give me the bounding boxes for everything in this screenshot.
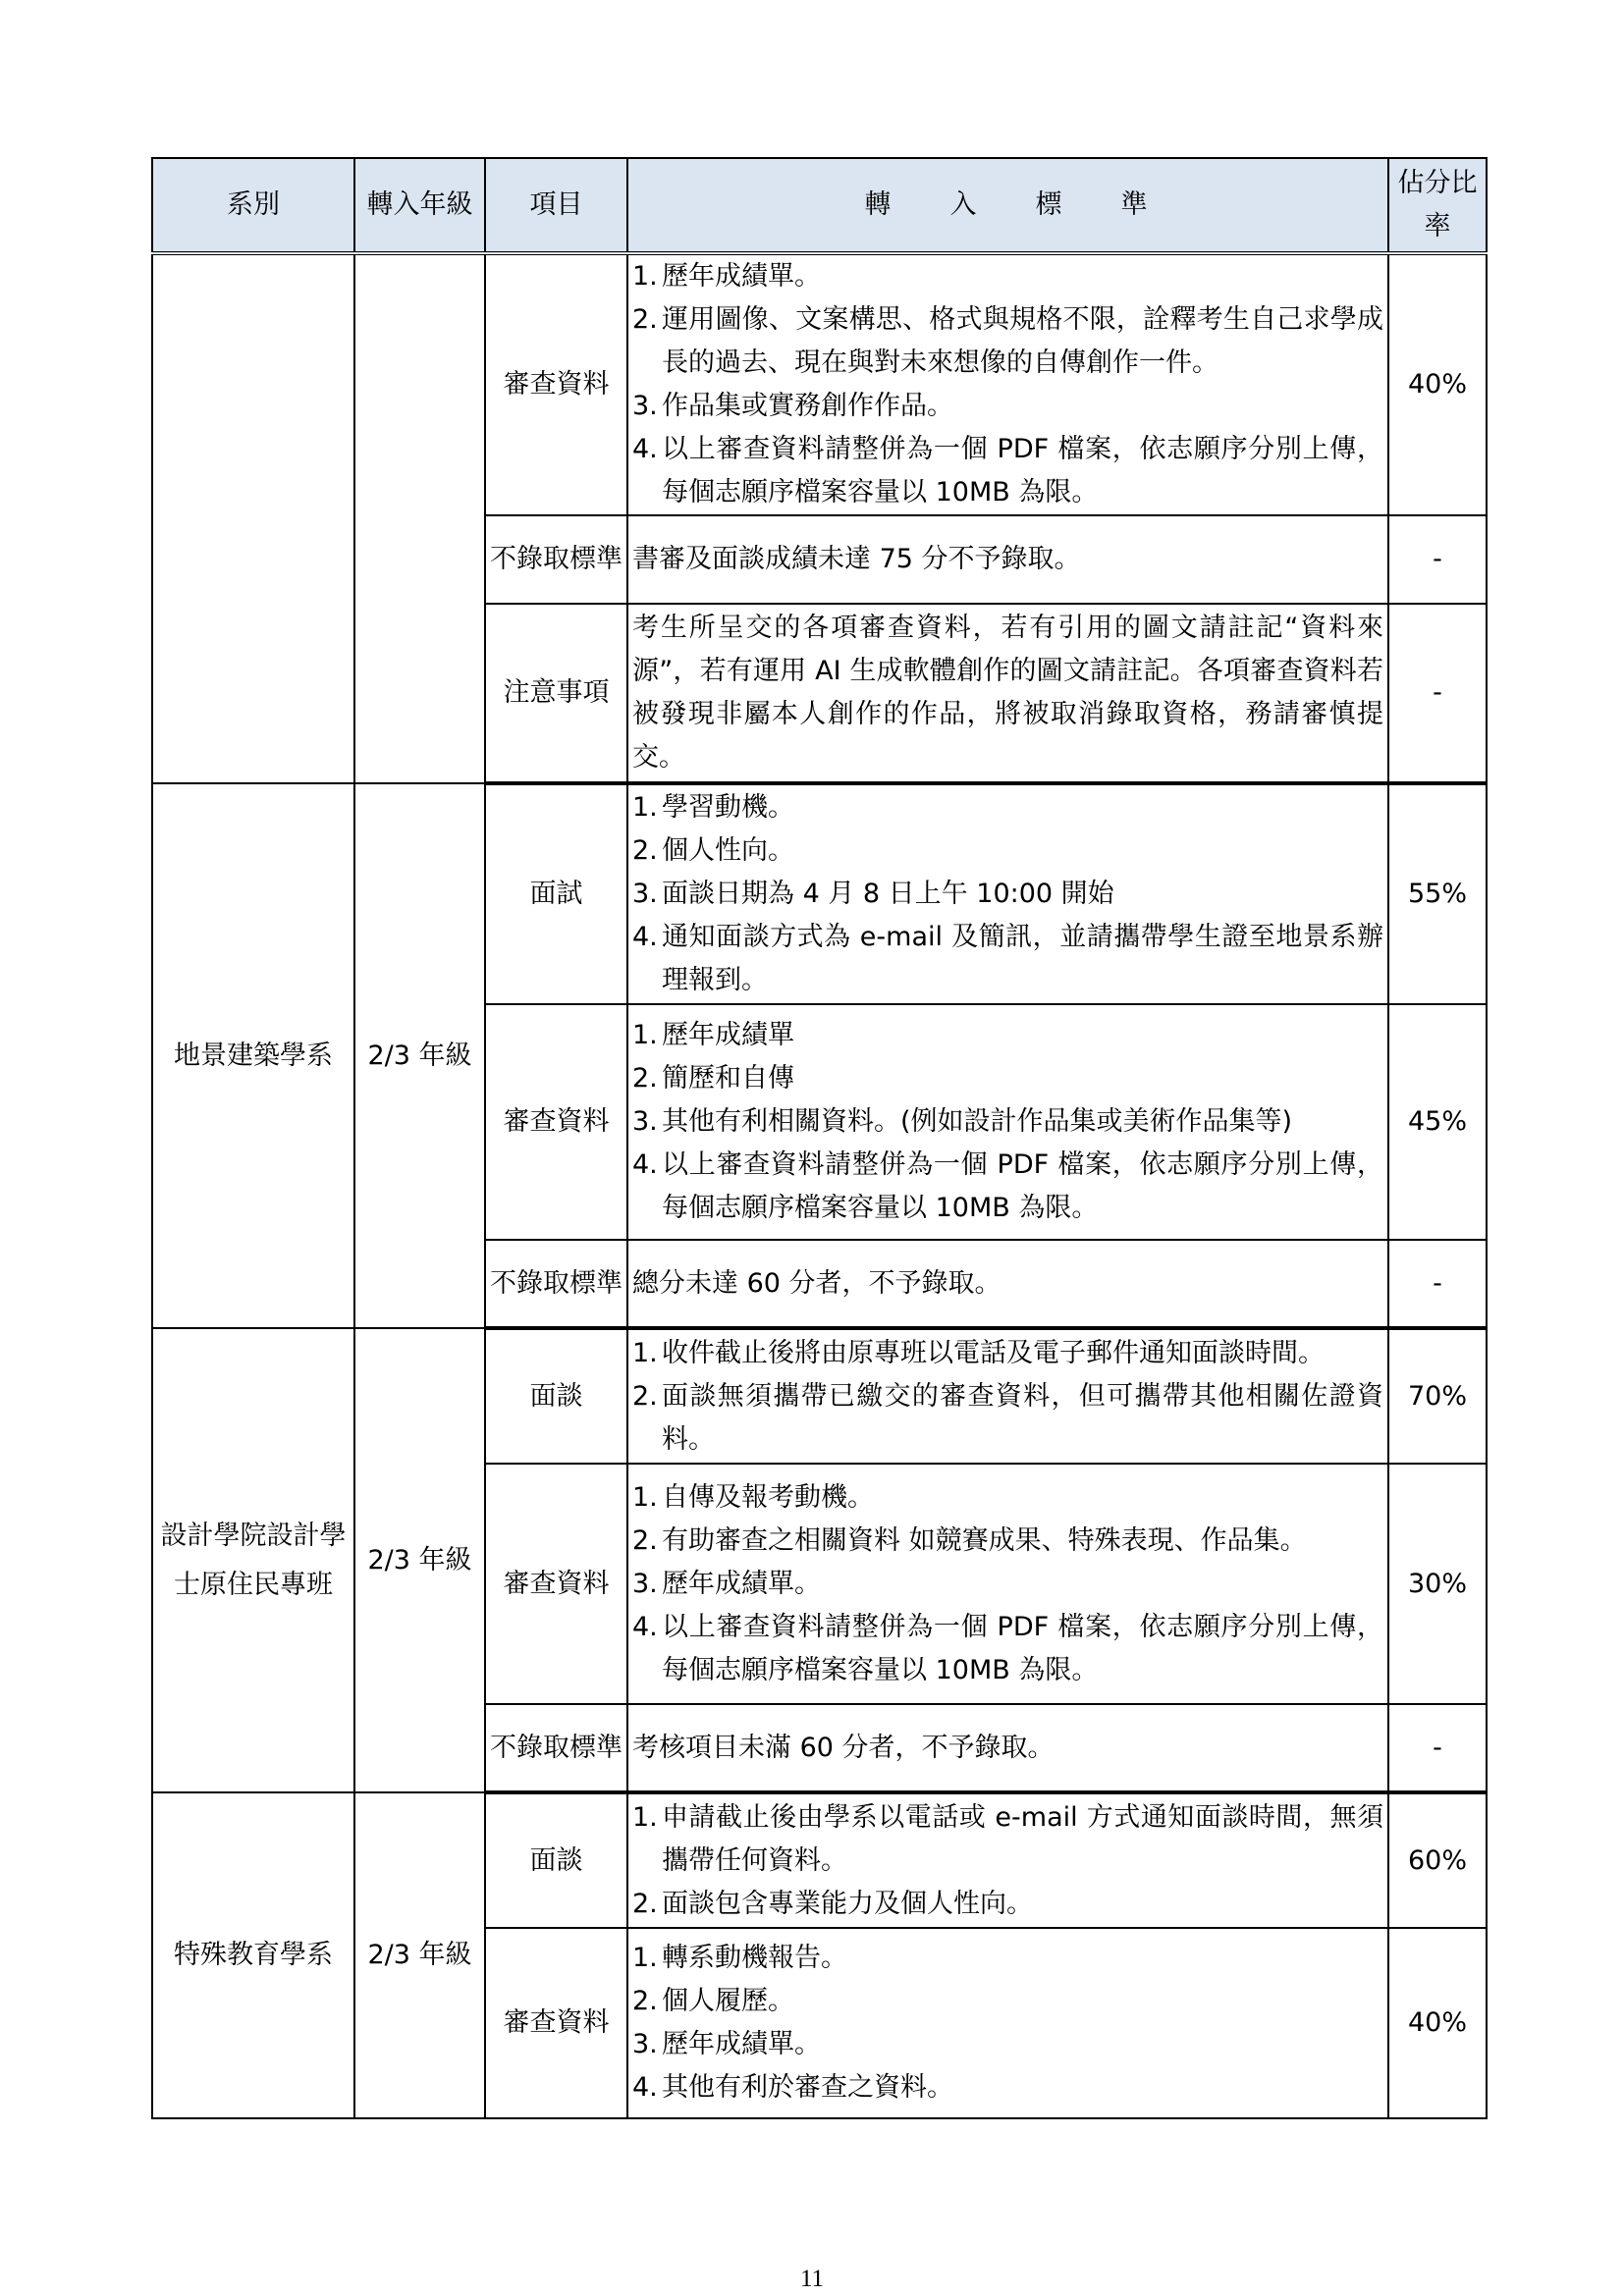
- ratio-cell: 70%: [1388, 1328, 1487, 1464]
- grade-cell-empty: [354, 253, 485, 783]
- table-row: [152, 1328, 1487, 1464]
- list-item: 1. 轉系動機報告。: [632, 1943, 847, 1973]
- item-cell: 面談: [485, 1328, 627, 1464]
- ratio-cell: 40%: [1388, 1928, 1487, 2118]
- item-cell: 不錄取標準: [485, 1704, 627, 1792]
- item-cell: 面試: [485, 783, 627, 1004]
- item-cell: 面談: [485, 1792, 627, 1928]
- list-item: 4. 以上審查資料請整併為一個 PDF 檔案，依志願序分別上傳，每個志願序檔案容量以 10MB 為限。: [632, 1149, 1383, 1223]
- list-item: 2. 簡歷和自傳: [632, 1063, 794, 1094]
- list-item: 4. 通知面談方式為 e-mail 及簡訊，並請攜帶學生證至地景系辦理報到。: [632, 922, 1383, 995]
- ratio-cell: 45%: [1388, 1004, 1487, 1240]
- standard-cell: 考生所呈交的各項審查資料，若有引用的圖文請註記“資料來源”，若有運用 AI 生成軟體創作的圖文請註記。各項審查資料若被發現非屬本人創作的作品，將被取消錄取資格，務請審慎提交。: [627, 604, 1388, 783]
- list-item: 2. 面談無須攜帶已繳交的審查資料，但可攜帶其他相關佐證資料。: [632, 1380, 1383, 1455]
- standard-cell: [627, 1004, 1388, 1240]
- list-item: 1. 歷年成績單: [632, 1020, 794, 1050]
- list-item: 1. 自傳及報考動機。: [632, 1481, 874, 1513]
- standard-cell: 總分未達 60 分者，不予錄取。: [627, 1240, 1388, 1328]
- dept-cell: 地景建築學系: [152, 783, 354, 1328]
- standard-cell: [627, 1464, 1388, 1704]
- list-item: 2. 面談包含專業能力及個人性向。: [632, 1888, 1033, 1919]
- list-item: 1. 歷年成績單。: [632, 261, 821, 292]
- list-item: 2. 個人性向。: [632, 835, 794, 866]
- list-item: 3. 面談日期為 4 月 8 日上午 10:00 開始: [632, 879, 1114, 909]
- grade-cell: 2/3 年級: [354, 783, 485, 1328]
- standard-cell: [627, 783, 1388, 1004]
- standard-cell: [627, 1792, 1388, 1928]
- item-cell: 不錄取標準: [485, 515, 627, 604]
- list-item: 3. 作品集或實務創作作品。: [632, 391, 953, 421]
- standard-cell: [627, 253, 1388, 515]
- list-item: 4. 以上審查資料請整併為一個 PDF 檔案，依志願序分別上傳，每個志願序檔案容量以 10MB 為限。: [632, 434, 1383, 507]
- item-cell: 注意事項: [485, 604, 627, 783]
- header-grade: 轉入年級: [354, 158, 485, 253]
- list-item: 4. 以上審查資料請整併為一個 PDF 檔案，依志願序分別上傳，每個志願序檔案容量以 10MB 為限。: [632, 1611, 1383, 1685]
- grade-cell: 2/3 年級: [354, 1792, 485, 2118]
- dept-cell-empty: [152, 253, 354, 783]
- grade-cell: 2/3 年級: [354, 1328, 485, 1792]
- item-cell: 審查資料: [485, 253, 627, 515]
- list-item: 1. 申請截止後由學系以電話或 e-mail 方式通知面談時間，無須攜帶任何資料。: [632, 1801, 1383, 1876]
- page-number: 11: [799, 2266, 825, 2292]
- dept-cell: 特殊教育學系: [152, 1792, 354, 2118]
- ratio-cell: 60%: [1388, 1792, 1487, 1928]
- item-cell: 不錄取標準: [485, 1240, 627, 1328]
- list-item: 1. 收件截止後將由原專班以電話及電子郵件通知面談時間。: [632, 1337, 1325, 1368]
- ratio-cell: 30%: [1388, 1464, 1487, 1704]
- ratio-cell: -: [1388, 515, 1487, 604]
- list-item: 1. 學習動機。: [632, 792, 794, 823]
- dept-cell: 設計學院設計學士原住民專班: [152, 1328, 354, 1792]
- table-header-row: [152, 158, 1487, 253]
- ratio-cell: 40%: [1388, 253, 1487, 515]
- ratio-cell: 55%: [1388, 783, 1487, 1004]
- list-item: 3. 歷年成績單。: [632, 2029, 821, 2059]
- list-item: 4. 其他有利於審查之資料。: [632, 2072, 953, 2103]
- standard-cell: 考核項目未滿 60 分者，不予錄取。: [627, 1704, 1388, 1792]
- standard-cell: [627, 1928, 1388, 2118]
- item-cell: 審查資料: [485, 1004, 627, 1240]
- header-dept: 系別: [152, 158, 354, 253]
- standard-cell: [627, 1328, 1388, 1464]
- table-row: [152, 1792, 1487, 1928]
- transfer-criteria-table: [151, 157, 1488, 2119]
- list-item: 2. 有助審查之相關資料 如競賽成果、特殊表現、作品集。: [632, 1524, 1307, 1556]
- ratio-cell: -: [1388, 1704, 1487, 1792]
- table-row: [152, 783, 1487, 1004]
- table-row: [152, 253, 1487, 515]
- ratio-cell: -: [1388, 604, 1487, 783]
- list-item: 2. 運用圖像、文案構思、格式與規格不限，詮釋考生自己求學成長的過去、現在與對未來想像的自傳創作一件。: [632, 304, 1383, 378]
- standard-cell: 書審及面談成績未達 75 分不予錄取。: [627, 515, 1388, 604]
- item-cell: 審查資料: [485, 1464, 627, 1704]
- header-item: 項目: [485, 158, 627, 253]
- ratio-cell: -: [1388, 1240, 1487, 1328]
- list-item: 3. 歷年成績單。: [632, 1568, 821, 1599]
- item-cell: 審查資料: [485, 1928, 627, 2118]
- header-standard: 轉入標準: [627, 158, 1388, 253]
- list-item: 3. 其他有利相關資料。(例如設計作品集或美術作品集等): [632, 1106, 1293, 1137]
- header-ratio: 佔分比率: [1388, 158, 1487, 253]
- list-item: 2. 個人履歷。: [632, 1986, 794, 2016]
